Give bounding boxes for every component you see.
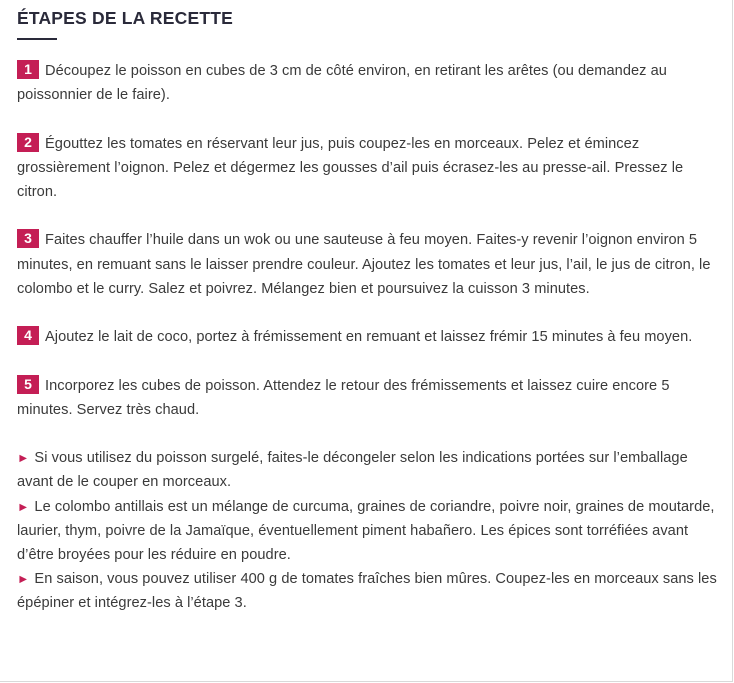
section-title: ÉTAPES DE LA RECETTE [17,8,233,28]
step-number-badge: 3 [17,229,39,248]
triangle-right-icon: ► [17,499,30,514]
step-text: Faites chauffer l’huile dans un wok ou une sauteuse à feu moyen. Faites-y revenir l’oignon environ 5 minutes, en remuant sans le laisser prendre couleur. Ajoutez les tomates et leur jus, l’ail, le jus de citron, le colombo et le curry. Salez et poivrez. Mélangez bien et poursuivez la cuisson 3 minutes. [17,232,711,297]
step-number-badge: 2 [17,133,39,152]
tip-text: En saison, vous pouvez utiliser 400 g de tomates fraîches bien mûres. Coupez-les en morceaux sans les épépiner et intégrez-les à l’étape 3. [17,571,717,612]
step-number-badge: 5 [17,375,39,394]
step-text: Découpez le poisson en cubes de 3 cm de côté environ, en retirant les arêtes (ou demandez au poissonnier de le faire). [17,63,667,104]
tip-item [17,446,722,494]
recipe-step-2 [17,132,722,205]
title-underline [17,38,57,40]
triangle-right-icon: ► [17,451,30,466]
step-text: Ajoutez le lait de coco, portez à frémissement en remuant et laissez frémir 15 minutes à feu moyen. [45,329,693,346]
tip-item [17,495,722,568]
step-text: Incorporez les cubes de poisson. Attendez le retour des frémissements et laissez cuire encore 5 minutes. Servez très chaud. [17,377,670,418]
tip-item [17,567,722,615]
step-number-badge: 4 [17,326,39,345]
tip-text: Si vous utilisez du poisson surgelé, faites-le décongeler selon les indications portées sur l’emballage avant de le couper en morceaux. [17,450,688,491]
recipe-step-3 [17,228,722,301]
recipe-step-5 [17,374,722,422]
tip-text: Le colombo antillais est un mélange de curcuma, graines de coriandre, poivre noir, graines de moutarde, laurier, thym, poivre de la Jamaïque, éventuellement piment habañero. Les épices sont torréfiées avant d’être broyées pour les réduire en poudre. [17,498,715,563]
recipe-tips [17,446,722,615]
recipe-step-4 [17,325,722,349]
recipe-steps-content [17,6,722,616]
triangle-right-icon: ► [17,572,30,587]
step-text: Égouttez les tomates en réservant leur jus, puis coupez-les en morceaux. Pelez et émincez grossièrement l’oignon. Pelez et dégermez les gousses d’ail puis écrasez-les au presse-ail. Pressez le citron. [17,135,684,200]
step-number-badge: 1 [17,60,39,79]
recipe-step-1 [17,59,722,107]
